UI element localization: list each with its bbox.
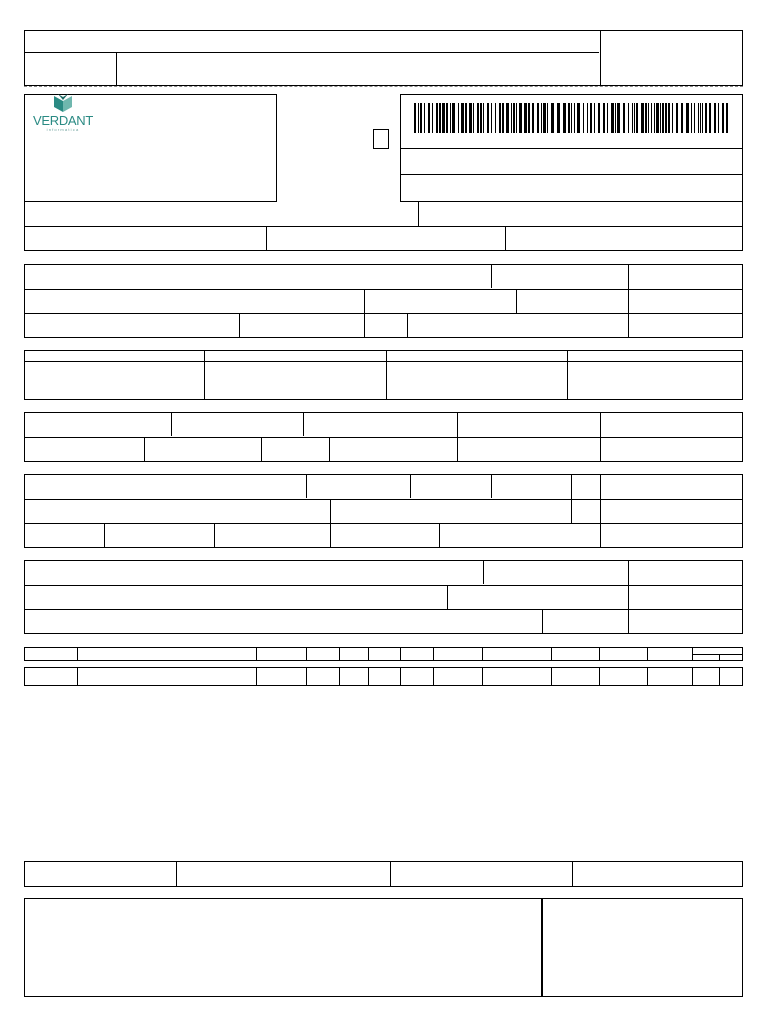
barcode-bar: [634, 103, 635, 133]
company-logo: [30, 94, 96, 134]
barcode-bar: [700, 103, 701, 133]
barcode-bar: [480, 103, 482, 133]
barcode-bar: [458, 103, 459, 133]
barcode-bar: [424, 103, 425, 133]
barcode-bar: [495, 103, 496, 133]
perforation-line: [24, 86, 743, 87]
barcode-bar: [418, 103, 419, 133]
barcode: [414, 103, 728, 133]
barcode-bar: [473, 103, 474, 133]
barcode-bar: [446, 103, 448, 133]
barcode-bar: [598, 103, 600, 133]
barcode-bar: [571, 103, 572, 133]
barcode-bar: [428, 103, 430, 133]
barcode-bar: [469, 103, 472, 133]
barcode-bar: [705, 103, 707, 133]
barcode-bar: [491, 103, 492, 133]
barcode-bar: [662, 103, 664, 133]
barcode-bar: [506, 103, 509, 133]
barcode-bar: [628, 103, 629, 133]
barcode-bar: [632, 103, 633, 133]
barcode-bar: [656, 103, 659, 133]
products-table-row: [24, 667, 743, 686]
barcode-bar: [603, 103, 605, 133]
operation-nature-row: [24, 202, 743, 227]
barcode-bar: [537, 103, 539, 133]
barcode-bar: [528, 103, 530, 133]
barcode-bar: [519, 103, 522, 133]
barcode-bar: [617, 103, 620, 133]
barcode-bar: [636, 103, 638, 133]
barcode-bar: [465, 103, 467, 133]
tax-calculation-section: [24, 412, 743, 462]
barcode-bar: [615, 103, 616, 133]
barcode-bar: [623, 103, 625, 133]
logo-mark-icon: [30, 94, 96, 114]
barcode-bar: [590, 103, 592, 133]
additional-info-section: [24, 898, 743, 997]
barcode-bar: [681, 103, 683, 133]
barcode-bar: [502, 103, 504, 133]
barcode-bar: [541, 103, 542, 133]
barcode-bar: [551, 103, 554, 133]
entry-exit-checkbox[interactable]: [373, 129, 389, 149]
barcode-bar: [660, 103, 661, 133]
barcode-bar: [607, 103, 608, 133]
barcode-bar: [709, 103, 711, 133]
barcode-bar: [547, 103, 548, 133]
barcode-bar: [691, 103, 692, 133]
barcode-bar: [563, 103, 566, 133]
barcode-bar: [665, 103, 667, 133]
barcode-bar: [557, 103, 560, 133]
recipient-section: [24, 264, 743, 338]
state-registration-row: [24, 226, 743, 251]
barcode-bar: [511, 103, 512, 133]
barcode-bar: [686, 103, 689, 133]
logo-tagline: informatica: [46, 127, 80, 132]
invoice-section: [24, 350, 743, 400]
barcode-bar: [516, 103, 517, 133]
barcode-bar: [461, 103, 464, 133]
barcode-bar: [420, 103, 422, 133]
barcode-bar: [499, 103, 501, 133]
document-header-box: [24, 30, 743, 86]
barcode-bar: [439, 103, 441, 133]
barcode-bar: [414, 103, 416, 133]
transporter-section: [24, 474, 743, 548]
barcode-bar: [452, 103, 455, 133]
barcode-bar: [654, 103, 655, 133]
barcode-bar: [594, 103, 595, 133]
barcode-bar: [702, 103, 703, 133]
barcode-bar: [483, 103, 484, 133]
barcode-bar: [676, 103, 678, 133]
barcode-bar: [672, 103, 673, 133]
logo-wordmark: VERDANT: [32, 113, 94, 128]
barcode-bar: [513, 103, 515, 133]
barcode-bar: [726, 103, 728, 133]
barcode-bar: [714, 103, 716, 133]
barcode-bar: [487, 103, 489, 133]
services-section: [24, 560, 743, 634]
barcode-bar: [577, 103, 580, 133]
barcode-bar: [668, 103, 670, 133]
barcode-bar: [432, 103, 433, 133]
barcode-bar: [532, 103, 534, 133]
barcode-bar: [583, 103, 584, 133]
barcode-bar: [477, 103, 479, 133]
barcode-bar: [648, 103, 649, 133]
barcode-bar: [722, 103, 724, 133]
barcode-bar: [645, 103, 647, 133]
barcode-bar: [574, 103, 575, 133]
issqn-row: [24, 861, 743, 887]
barcode-bar: [436, 103, 438, 133]
barcode-bar: [450, 103, 451, 133]
barcode-bar: [442, 103, 445, 133]
products-table-header: [24, 647, 743, 661]
barcode-bar: [524, 103, 527, 133]
barcode-bar: [543, 103, 546, 133]
barcode-bar: [641, 103, 644, 133]
barcode-bar: [718, 103, 719, 133]
barcode-bar: [568, 103, 570, 133]
barcode-bar: [651, 103, 652, 133]
barcode-bar: [694, 103, 695, 133]
barcode-bar: [611, 103, 614, 133]
barcode-bar: [587, 103, 588, 133]
barcode-bar: [698, 103, 699, 133]
